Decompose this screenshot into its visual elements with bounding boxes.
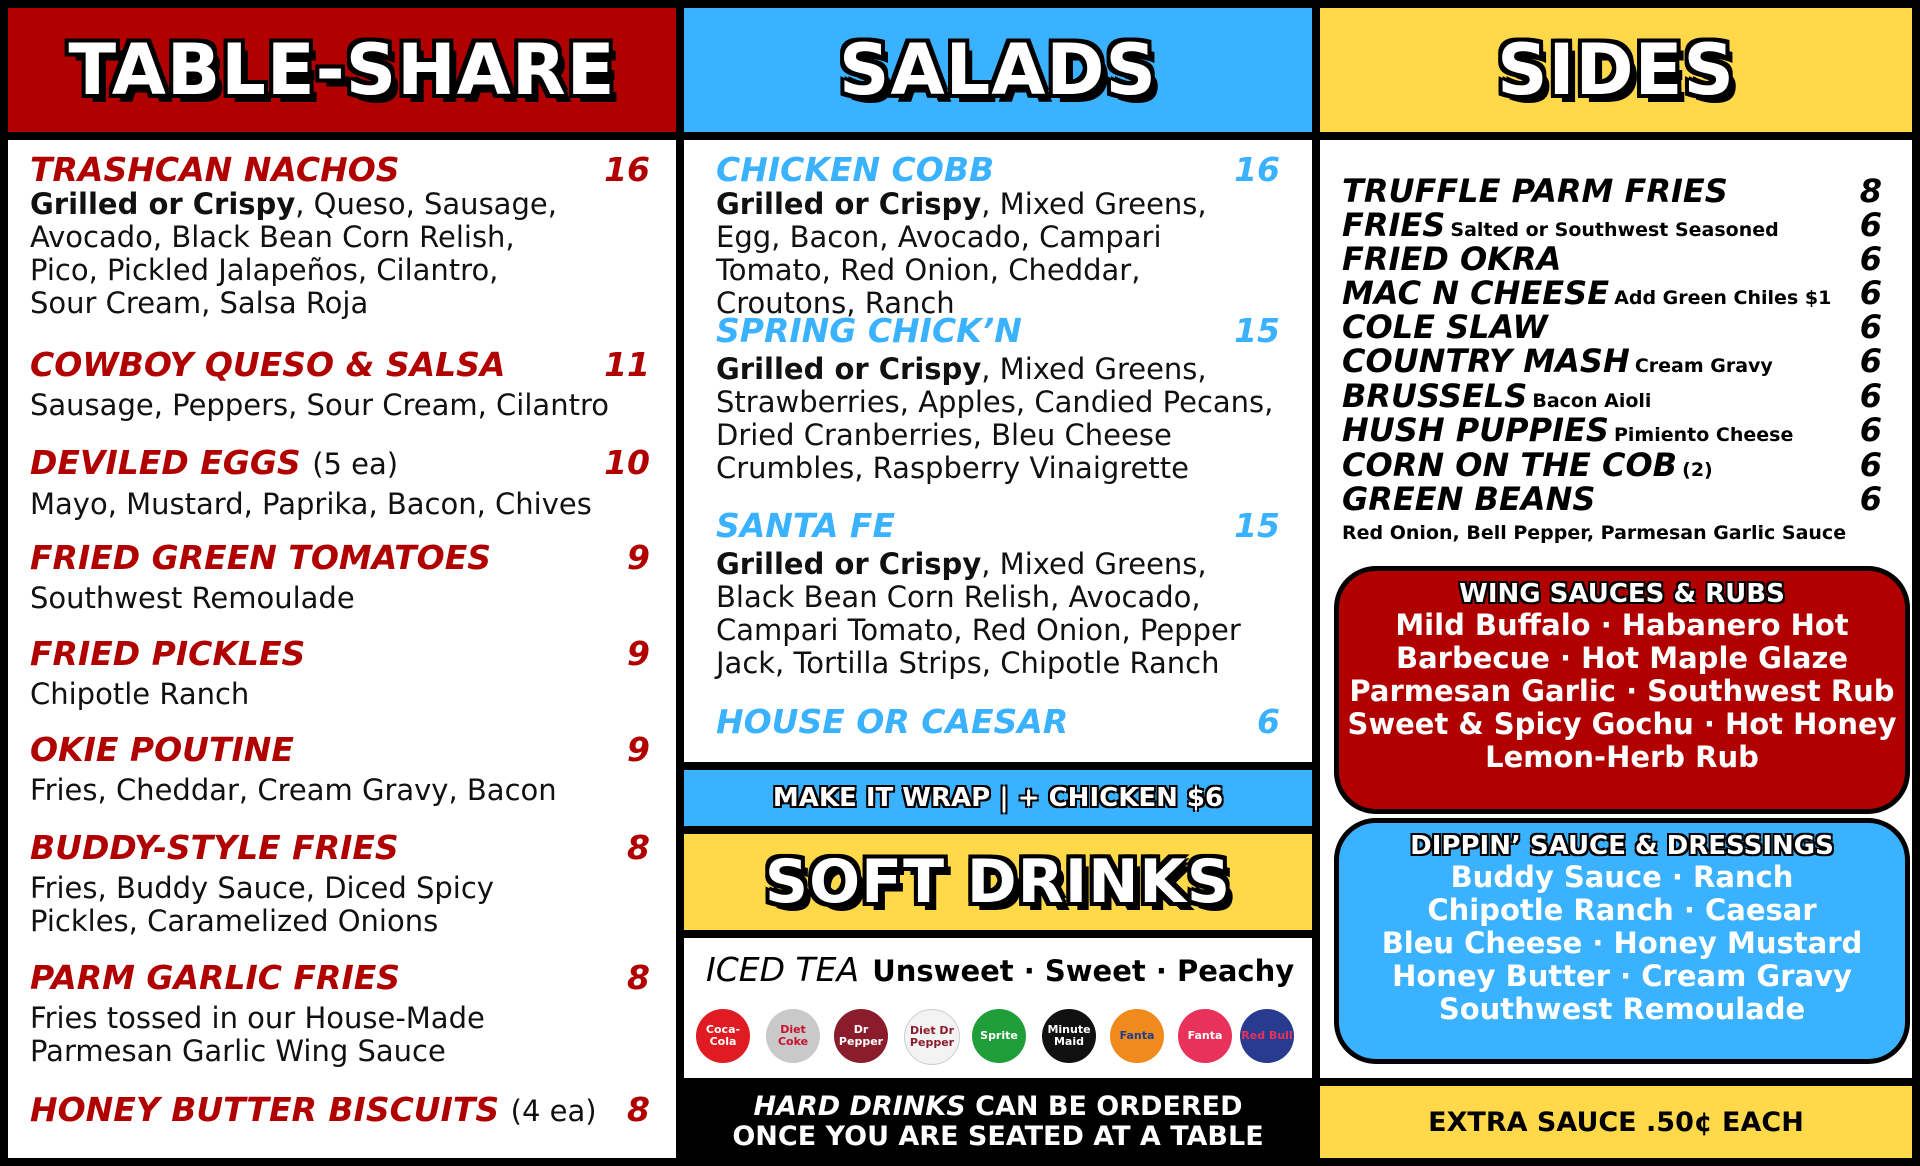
- list-item: [1342, 172, 1890, 210]
- side-name: MAC N CHEESE: [1342, 274, 1610, 312]
- item-description: Southwest Remoulade: [30, 581, 355, 615]
- item-price: 10: [604, 443, 650, 482]
- side-note: Salted or Southwest Seasoned: [1450, 219, 1779, 241]
- item-name: SPRING CHICK’N: [716, 311, 1022, 350]
- dippin-sauce-line: Bleu Cheese · Honey Mustard: [1381, 926, 1863, 960]
- item-price: 16: [604, 150, 650, 189]
- item-price: 11: [604, 345, 650, 384]
- item-price: 8: [627, 1090, 650, 1129]
- list-item: [716, 152, 1280, 320]
- item-price: 15: [1234, 311, 1280, 350]
- salads-header: [684, 8, 1312, 132]
- diet-coke-logo: Diet Coke: [766, 1009, 820, 1063]
- list-item: [716, 313, 1280, 485]
- sides-title: SIDES: [1497, 29, 1735, 111]
- item-price: 9: [627, 538, 650, 577]
- dr-pepper-logo: Dr Pepper: [834, 1009, 888, 1063]
- wing-sauce-line: Lemon-Herb Rub: [1485, 740, 1759, 774]
- list-item: [30, 1092, 650, 1129]
- side-name: FRIED OKRA: [1342, 240, 1562, 278]
- salads-title: SALADS: [839, 29, 1157, 111]
- list-item: [1342, 411, 1890, 449]
- list-item: [30, 960, 650, 1068]
- item-description: Fries, Cheddar, Cream Gravy, Bacon: [30, 773, 557, 807]
- side-name: COLE SLAW: [1342, 308, 1548, 346]
- item-description: Mayo, Mustard, Paprika, Bacon, Chives: [30, 487, 592, 521]
- hard-drinks-notice: [684, 1086, 1312, 1158]
- item-description: Grilled or Crispy, Mixed Greens, Strawberries, Apples, Candied Pecans, Dried Cranberries, Bleu Cheese Crumbles, Raspberry Vinaigrette: [716, 352, 1274, 485]
- fanta-orange-logo: Fanta: [1110, 1009, 1164, 1063]
- list-item: [1342, 206, 1890, 244]
- item-price: 8: [627, 828, 650, 867]
- item-price: 6: [1257, 702, 1280, 741]
- wing-sauce-line: Barbecue · Hot Maple Glaze: [1395, 641, 1849, 675]
- side-price: 8: [1859, 172, 1882, 210]
- item-name: CHICKEN COBB: [716, 150, 995, 189]
- fanta-berry-logo: Fanta: [1178, 1009, 1232, 1063]
- item-name: OKIE POUTINE: [30, 730, 294, 769]
- red-bull-logo: Red Bull: [1240, 1009, 1294, 1063]
- side-price: 6: [1859, 308, 1882, 346]
- list-item: [1342, 480, 1890, 518]
- side-name: CORN ON THE COB: [1342, 446, 1678, 484]
- dippin-sauces-box: [1334, 818, 1910, 1064]
- side-name: GREEN BEANS: [1342, 480, 1596, 518]
- item-description: Grilled or Crispy, Mixed Greens, Black Bean Corn Relish, Avocado, Campari Tomato, Red Onion, Pepper Jack, Tortilla Strips, Chipotle Ranch: [716, 547, 1241, 680]
- dippin-sauces-title: DIPPIN’ SAUCE & DRESSINGS: [1410, 831, 1834, 861]
- list-item: [716, 508, 1280, 680]
- table-share-header: [8, 8, 676, 132]
- item-quantity: (4 ea): [510, 1094, 597, 1128]
- side-note: Add Green Chiles $1: [1614, 287, 1832, 309]
- extra-sauce-text: EXTRA SAUCE .50¢ EACH: [1428, 1106, 1804, 1138]
- list-item: [1342, 308, 1890, 346]
- item-name: FRIED PICKLES: [30, 634, 306, 673]
- item-price: 9: [627, 634, 650, 673]
- dippin-sauce-line: Southwest Remoulade: [1438, 992, 1806, 1026]
- item-name: DEVILED EGGS (5 ea): [30, 443, 399, 482]
- item-name: TRASHCAN NACHOS: [30, 150, 400, 189]
- side-name: FRIES: [1342, 206, 1446, 244]
- side-note: Bacon Aioli: [1532, 390, 1652, 412]
- side-note: Cream Gravy: [1634, 355, 1773, 377]
- list-item: [30, 732, 650, 807]
- list-item: [30, 347, 650, 422]
- item-quantity: (5 ea): [312, 447, 399, 481]
- wing-sauce-line: Parmesan Garlic · Southwest Rub: [1349, 674, 1895, 708]
- side-name: TRUFFLE PARM FRIES: [1342, 172, 1728, 210]
- list-item: [1342, 342, 1890, 380]
- side-name: HUSH PUPPIES: [1342, 411, 1609, 449]
- list-item: [30, 445, 650, 521]
- diet-dr-pepper-logo: Diet Dr Pepper: [904, 1009, 960, 1065]
- wing-sauce-line: Sweet & Spicy Gochu · Hot Honey: [1347, 707, 1897, 741]
- item-name: HONEY BUTTER BISCUITS (4 ea): [30, 1090, 597, 1129]
- list-item: [30, 830, 650, 938]
- side-price: 6: [1859, 240, 1882, 278]
- wrap-banner: [684, 770, 1312, 826]
- item-price: 15: [1234, 506, 1280, 545]
- item-name: FRIED GREEN TOMATOES: [30, 538, 492, 577]
- sides-header: [1320, 8, 1912, 132]
- item-description: Chipotle Ranch: [30, 677, 250, 711]
- item-price: 16: [1234, 150, 1280, 189]
- list-item: [1342, 274, 1890, 312]
- green-beans-note: Red Onion, Bell Pepper, Parmesan Garlic Sauce: [1342, 522, 1847, 544]
- side-price: 6: [1859, 446, 1882, 484]
- side-price: 6: [1859, 274, 1882, 312]
- side-name: COUNTRY MASH: [1342, 342, 1630, 380]
- wrap-banner-text: MAKE IT WRAP | + CHICKEN $6: [772, 783, 1224, 813]
- side-price: 6: [1859, 411, 1882, 449]
- dippin-sauce-line: Buddy Sauce · Ranch: [1450, 860, 1794, 894]
- item-description: Grilled or Crispy, Queso, Sausage, Avocado, Black Bean Corn Relish, Pico, Pickled Jalapeños, Cilantro, Sour Cream, Salsa Roja: [30, 187, 557, 320]
- list-item: [30, 636, 650, 711]
- side-note: (2): [1682, 459, 1713, 481]
- wing-sauces-title: WING SAUCES & RUBS: [1459, 579, 1785, 609]
- item-price: 9: [627, 730, 650, 769]
- sprite-logo: Sprite: [972, 1009, 1026, 1063]
- item-description: Fries, Buddy Sauce, Diced Spicy Pickles, Caramelized Onions: [30, 871, 494, 938]
- item-description: Sausage, Peppers, Sour Cream, Cilantro: [30, 388, 609, 422]
- side-price: 6: [1859, 342, 1882, 380]
- dippin-sauce-line: Honey Butter · Cream Gravy: [1392, 959, 1852, 993]
- item-name: HOUSE OR CAESAR: [716, 702, 1069, 741]
- table-share-title: TABLE-SHARE: [68, 29, 616, 111]
- list-item: [1342, 446, 1890, 484]
- list-item: [1342, 240, 1890, 278]
- extra-sauce-banner: [1320, 1086, 1912, 1158]
- side-price: 6: [1859, 377, 1882, 415]
- list-item: [30, 152, 650, 320]
- soft-drinks-header: [684, 834, 1312, 930]
- item-name: BUDDY-STYLE FRIES: [30, 828, 399, 867]
- minute-maid-logo: Minute Maid: [1042, 1009, 1096, 1063]
- hard-drinks-line1: HARD DRINKS CAN BE ORDERED: [753, 1091, 1243, 1122]
- item-name: SANTA FE: [716, 506, 895, 545]
- side-note: Pimiento Cheese: [1613, 424, 1794, 446]
- item-name: COWBOY QUESO & SALSA: [30, 345, 506, 384]
- item-description: Fries tossed in our House-Made Parmesan Garlic Wing Sauce: [30, 1001, 485, 1068]
- side-price: 6: [1859, 480, 1882, 518]
- coca-cola-logo: Coca-Cola: [696, 1009, 750, 1063]
- item-description: Grilled or Crispy, Mixed Greens, Egg, Bacon, Avocado, Campari Tomato, Red Onion, Cheddar, Croutons, Ranch: [716, 187, 1207, 320]
- list-item: [716, 704, 1280, 740]
- side-name: BRUSSELS: [1342, 377, 1528, 415]
- iced-tea-line: [706, 950, 1294, 989]
- dippin-sauce-line: Chipotle Ranch · Caesar: [1427, 893, 1817, 927]
- list-item: [30, 540, 650, 615]
- hard-drinks-line2: ONCE YOU ARE SEATED AT A TABLE: [732, 1121, 1264, 1152]
- item-price: 8: [627, 958, 650, 997]
- item-name: PARM GARLIC FRIES: [30, 958, 401, 997]
- iced-tea-label: ICED TEA: [706, 950, 860, 989]
- iced-tea-options: Unsweet · Sweet · Peachy: [872, 954, 1295, 988]
- wing-sauce-line: Mild Buffalo · Habanero Hot: [1395, 608, 1849, 642]
- wing-sauces-box: [1334, 566, 1910, 814]
- list-item: [1342, 377, 1890, 415]
- side-price: 6: [1859, 206, 1882, 244]
- soft-drinks-title: SOFT DRINKS: [764, 847, 1232, 917]
